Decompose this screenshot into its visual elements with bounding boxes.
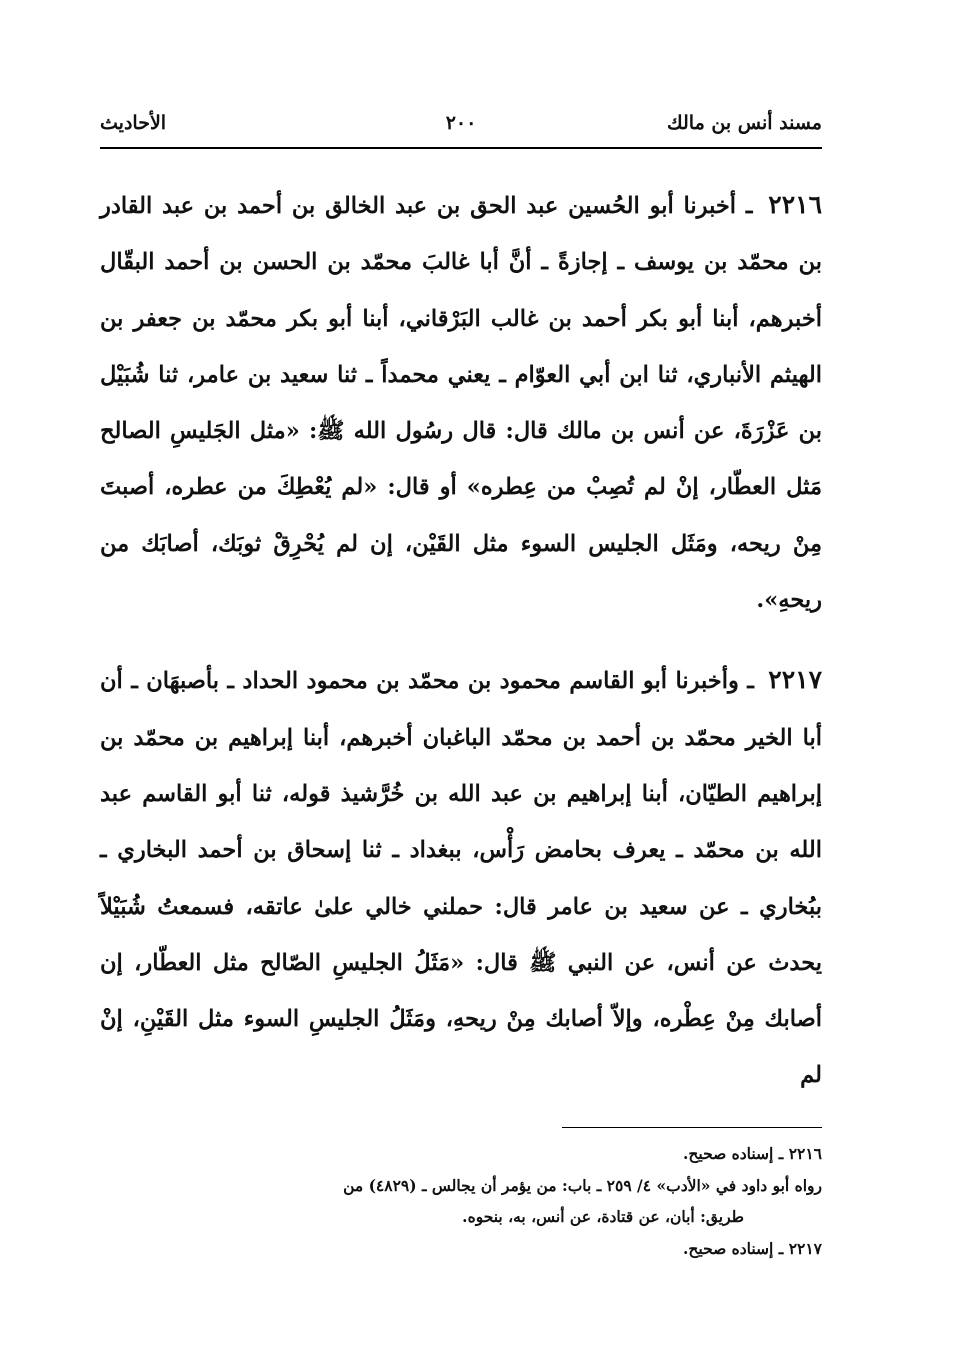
hadith-number: ٢٢١٧ [768,665,822,695]
footnotes [100,1138,822,1264]
footnote-divider [562,1127,822,1128]
footnote-2217-grade: ٢٢١٧ ـ إسناده صحيح. [682,1238,822,1258]
hadith-2216 [100,177,822,628]
footnote-2216-grade: ٢٢١٦ ـ إسناده صحيح. [682,1144,822,1163]
section-title: الأحاديث [100,112,167,134]
hadith-2217 [100,652,822,1103]
hadith-number: ٢٢١٦ [768,190,822,219]
header-divider [100,147,822,149]
main-text [100,177,822,1128]
hadith-text: ـ أخبرنا أبو الحُسين عبد الحق بن عبد الخالق بن أحمد بن عبد القادر بن محمّد بن يوسف ـ إجازةً ـ أنَّ أبا غالبَ محمّد بن الحسن بن أحمد البقّال أخبرهم، أبنا أبو بكر أحمد بن غالب البَرْقاني، أبنا أبو بكر محمّد بن جعفر بن الهيثم الأنباري، ثنا ابن أبي العوّام ـ يعني محمداً ـ ثنا سعيد بن عامر، ثنا شُبَيْل بن عَزْرَةَ، عن أنس بن مالك قال: قال رسُول الله ﷺ: «مثل الجَليسِ الصالح مَثل العطّار، إنْ لم تُصِبْ من عِطره» أو قال: «لم يُعْطِكَ من عطره، أصبتَ مِنْ ريحه، ومَثَل الجليس السوء مثل القَيْن، إن لم يُحْرِقْ ثوبَك، أصابَك من ريحهِ». [100,193,822,614]
footnote-2216-source: رواه أبو داود في «الأدب» ٤/ ٢٥٩ ـ باب: من يؤمر أن يجالس ـ (٤٨٢٩) من [343,1175,822,1195]
footnote-2216-source-continued: طريق: أبان، عن قتادة، عن أنس، به، بنحوه. [462,1207,744,1226]
hadith-text: ـ وأخبرنا أبو القاسم محمود بن محمّد بن محمود الحداد ـ بأصبهَان ـ أن أبا الخير محمّد بن أحمد بن محمّد الباغبان أخبرهم، أبنا إبراهيم بن محمّد بن إبراهيم الطيّان، أبنا إبراهيم بن عبد الله بن خُرَّشيذ قوله، ثنا أبو القاسم عبد الله بن محمّد ـ يعرف بحامض رَأْس، ببغداد ـ ثنا إسحاق بن أحمد البخاري ـ ببُخاري ـ عن سعيد بن عامر قال: حملني خالي علىٰ عاتقه، فسمعتُ شُبَيْلاً يحدث عن أنس، عن النبي ﷺ قال: «مَثَلُ الجليسِ الصّالح مثل العطّار، إن أصابك مِنْ عِطْره، وإلاّ أصابك مِنْ ريحهِ، ومَثَلُ الجليسِ السوء مثل القَيْنِ، إنْ لم [100,668,822,1089]
book-title: مسند أنس بن مالك [667,112,822,134]
page-number: ٢٠٠ [445,112,477,134]
running-header [100,112,822,142]
